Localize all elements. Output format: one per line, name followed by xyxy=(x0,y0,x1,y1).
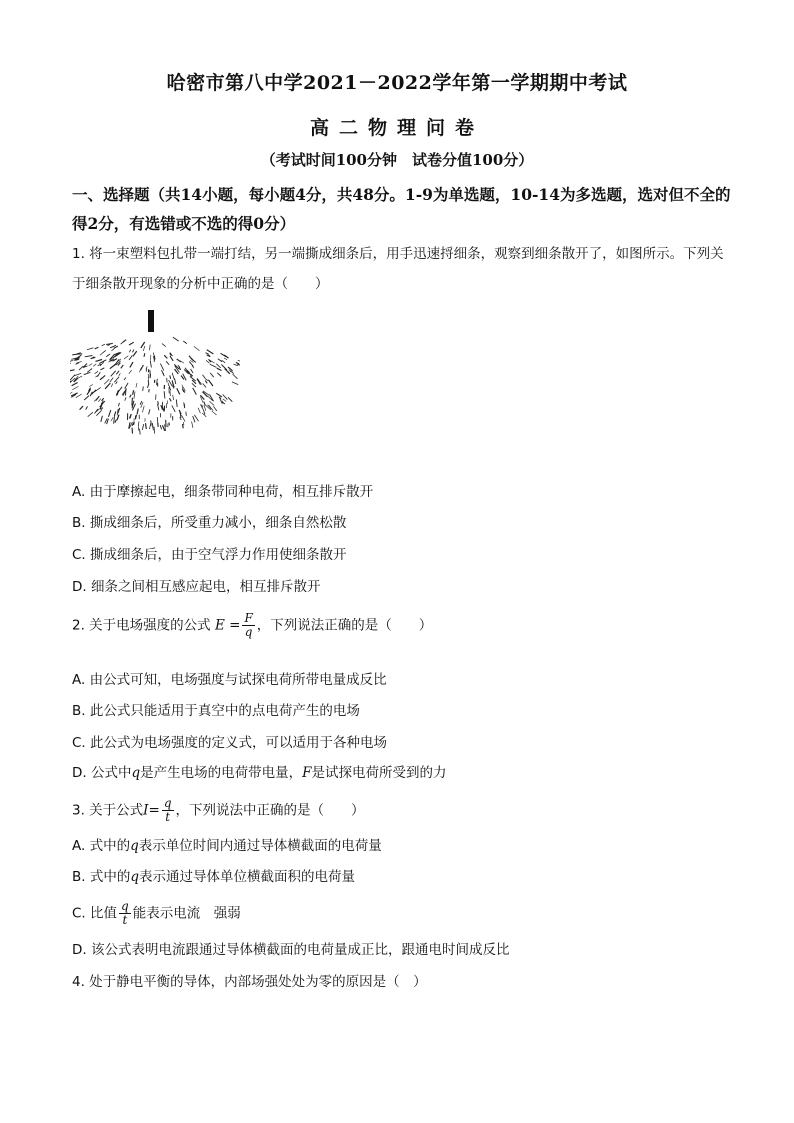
strip-line xyxy=(115,420,116,423)
strip-line xyxy=(191,358,196,362)
strip-line xyxy=(136,383,137,388)
option-c-fraction xyxy=(119,900,131,927)
strip-line xyxy=(130,395,131,398)
strip-line xyxy=(133,390,134,395)
strip-line xyxy=(88,412,93,417)
strip-line xyxy=(218,359,222,362)
strip-line xyxy=(170,356,173,361)
question-3-stem-after: ，下列说法中正确的是（ ） xyxy=(175,802,365,819)
strip-knot xyxy=(148,310,154,332)
strip-line xyxy=(194,346,200,350)
strip-line xyxy=(84,372,91,374)
formula-e-lhs: E = xyxy=(214,617,241,634)
strip-line xyxy=(129,370,132,374)
formula-i-fraction xyxy=(162,797,174,824)
strip-line xyxy=(102,344,105,345)
strip-line xyxy=(129,342,134,345)
strip-line xyxy=(148,380,149,385)
strip-line xyxy=(130,362,133,367)
strip-line xyxy=(110,378,114,383)
strip-line xyxy=(125,383,128,389)
question-3-stem xyxy=(72,797,732,824)
strip-line xyxy=(138,426,139,431)
strip-line xyxy=(80,406,84,410)
strip-line xyxy=(217,368,222,370)
strip-line xyxy=(209,401,214,405)
strip-line xyxy=(186,412,187,416)
strip-line xyxy=(192,383,196,387)
strip-line xyxy=(210,373,214,377)
strip-line xyxy=(124,356,128,359)
strip-line xyxy=(164,391,165,398)
strip-line xyxy=(102,398,104,401)
strip-line xyxy=(158,401,159,404)
option-a-text-1: A. 式中的 xyxy=(72,838,131,854)
strip-line xyxy=(143,386,144,391)
option-a-text-2: 表示单位时间内通过导体横截面的电荷量 xyxy=(138,838,382,854)
option-b-text-2: 表示通过导体单位横截面积的电荷量 xyxy=(139,869,356,885)
strip-line xyxy=(72,383,78,386)
strip-line xyxy=(164,355,167,358)
exam-subject: 高二物理问卷 xyxy=(309,117,484,139)
strip-line xyxy=(160,364,163,371)
exam-info: （考试时间100分钟 试卷分值100分） xyxy=(260,151,534,169)
strip-line xyxy=(137,409,138,415)
strip-line xyxy=(138,421,139,425)
strip-line xyxy=(114,377,119,383)
strip-line xyxy=(198,408,200,414)
option-c-denominator: t xyxy=(122,913,128,927)
strip-line xyxy=(111,371,116,377)
strip-line xyxy=(228,367,233,371)
question-2-option-d xyxy=(72,763,732,783)
strip-line xyxy=(70,360,73,362)
strip-line xyxy=(141,342,145,348)
strip-line xyxy=(204,410,205,415)
strip-line xyxy=(162,344,166,347)
option-c-text-1: C. 比值 xyxy=(72,905,118,922)
strip-line xyxy=(97,372,100,377)
strip-line xyxy=(183,424,184,428)
strip-line xyxy=(169,398,171,401)
strip-line xyxy=(142,424,143,430)
strip-line xyxy=(87,348,93,350)
strip-line xyxy=(129,350,131,353)
strip-line xyxy=(134,392,135,399)
strip-line xyxy=(224,358,227,360)
strip-line xyxy=(158,404,159,410)
strip-line xyxy=(146,366,147,369)
strip-line xyxy=(121,365,124,368)
strip-line xyxy=(148,384,149,388)
strip-line xyxy=(194,415,198,421)
strip-line xyxy=(183,341,187,344)
strip-line xyxy=(144,353,145,357)
strip-line xyxy=(162,370,164,375)
question-3-option-a xyxy=(72,836,732,856)
question-2-option-a: A. 由公式可知，电场强度与试探电荷所带电量成反比 xyxy=(72,672,387,688)
strip-line xyxy=(172,373,174,380)
option-b-text-1: B. 式中的 xyxy=(72,869,131,885)
strip-line xyxy=(109,410,111,417)
strip-line xyxy=(206,360,209,363)
strip-line xyxy=(100,368,104,370)
strip-line xyxy=(84,396,89,400)
strip-line xyxy=(70,363,71,366)
strip-line xyxy=(93,364,96,367)
strip-line xyxy=(133,351,137,356)
strip-line xyxy=(72,386,78,389)
strip-line xyxy=(132,398,133,406)
strip-line xyxy=(95,347,99,349)
strip-line xyxy=(217,373,221,377)
strip-line xyxy=(149,409,150,414)
section-heading: 一、选择题（共14小题，每小题4分，共48分。1-9为单选题，10-14为多选题，选对但不全的得2分，有选错或不选的得0分） xyxy=(72,185,731,233)
strip-line xyxy=(117,415,119,421)
strip-line xyxy=(125,388,126,395)
strip-line xyxy=(169,422,170,425)
strip-line xyxy=(206,353,210,355)
strip-line xyxy=(214,406,217,411)
strip-line xyxy=(96,359,103,361)
strip-line xyxy=(141,365,144,370)
strip-line xyxy=(116,382,118,385)
strip-line xyxy=(170,375,171,379)
strip-line xyxy=(146,423,147,429)
strip-line xyxy=(219,397,221,400)
strip-line xyxy=(143,346,145,351)
strip-line xyxy=(162,425,164,431)
strip-line xyxy=(101,416,103,422)
strip-line xyxy=(183,374,187,381)
strip-line xyxy=(70,392,72,394)
strip-line xyxy=(193,416,195,422)
strip-line xyxy=(157,417,158,423)
strip-line xyxy=(203,384,206,388)
strip-line xyxy=(124,378,126,381)
strip-line xyxy=(104,379,109,384)
strip-line xyxy=(173,395,174,400)
strip-line xyxy=(236,363,239,364)
question-2-option-c: C. 此公式为电场强度的定义式，可以适用于各种电场 xyxy=(72,735,388,751)
strip-line xyxy=(129,355,132,360)
strip-line xyxy=(175,378,176,384)
strip-line xyxy=(98,399,100,402)
option-d-text-2: 是产生电场的电荷带电量， xyxy=(140,765,303,781)
option-b-q-symbol: q xyxy=(130,869,140,885)
strip-line xyxy=(160,425,161,429)
strip-line xyxy=(230,371,233,373)
strip-line xyxy=(210,364,217,367)
strip-line xyxy=(154,356,155,362)
strip-line xyxy=(140,401,142,405)
question-3-option-b xyxy=(72,867,732,887)
strip-line xyxy=(85,356,93,357)
strip-line xyxy=(74,373,81,375)
strip-line xyxy=(177,359,181,362)
strip-line xyxy=(106,354,110,357)
strip-line xyxy=(116,371,119,375)
strip-line xyxy=(203,375,206,379)
strip-line xyxy=(232,382,238,385)
formula-i-numerator: q xyxy=(163,796,172,810)
option-d-text-1: D. 公式中 xyxy=(72,765,132,781)
strip-line xyxy=(182,385,184,392)
question-3-option-d: D. 该公式表明电流跟通过导体横截面的电荷量成正比，跟通电时间成反比 xyxy=(72,942,510,958)
strip-line xyxy=(204,402,206,405)
question-2-stem-before: 2. 关于电场强度的公式 xyxy=(72,617,211,634)
strip-line xyxy=(181,415,185,422)
question-1-option-d: D. 细条之间相互感应起电，相互排斥散开 xyxy=(72,579,321,595)
question-2-stem xyxy=(72,612,732,639)
strip-line xyxy=(233,374,238,379)
strip-line xyxy=(216,364,220,368)
strip-line xyxy=(70,370,75,371)
question-4-stem: 4. 处于静电平衡的导体，内部场强处处为零的原因是（ ） xyxy=(72,974,427,990)
strip-line xyxy=(79,366,83,370)
strip-line xyxy=(222,360,226,363)
strip-line xyxy=(223,399,227,402)
option-c-numerator: q xyxy=(121,899,129,913)
plastic-strips-figure xyxy=(70,308,240,438)
strip-line xyxy=(94,397,99,402)
strip-line xyxy=(133,350,134,353)
question-2-stem-after: ，下列说法正确的是（ ） xyxy=(256,617,433,634)
strip-line xyxy=(205,381,207,384)
strip-line xyxy=(173,337,179,341)
strip-line xyxy=(154,427,155,434)
strip-line xyxy=(149,389,150,392)
strip-line xyxy=(106,343,113,344)
strip-line xyxy=(193,388,197,395)
strip-line xyxy=(208,380,213,386)
formula-e-numerator: F xyxy=(244,611,253,625)
strip-line xyxy=(228,397,232,401)
strip-line xyxy=(216,393,222,397)
strip-line xyxy=(121,341,125,345)
strip-line xyxy=(176,399,177,407)
formula-e-denominator: q xyxy=(244,625,253,639)
strip-line xyxy=(118,403,119,406)
option-c-text-2: 能表示电流 强弱 xyxy=(132,905,241,922)
strip-line xyxy=(180,361,184,363)
strip-line xyxy=(70,375,75,380)
question-2-option-b: B. 此公式只能适用于真空中的点电荷产生的电场 xyxy=(72,703,360,719)
strip-line xyxy=(111,384,112,388)
strip-line xyxy=(76,394,82,398)
formula-i-lhs: I= xyxy=(143,802,160,819)
strip-line xyxy=(221,365,226,370)
strip-line xyxy=(111,417,113,421)
strip-line xyxy=(114,416,115,424)
formula-i-denominator: t xyxy=(165,810,171,824)
question-1-option-b: B. 撕成细条后，所受重力减小，细条自然松散 xyxy=(72,515,347,531)
strip-line xyxy=(238,360,240,362)
strip-line xyxy=(150,345,151,351)
strip-line xyxy=(89,385,93,387)
exam-title: 哈密市第八中学2021－2022学年第一学期期中考试 xyxy=(166,72,628,94)
strip-line xyxy=(132,428,133,434)
strip-line xyxy=(130,414,131,418)
formula-e-fraction xyxy=(242,612,254,639)
strip-line xyxy=(86,406,88,409)
strip-line xyxy=(105,383,110,389)
strip-line xyxy=(140,429,141,435)
strip-line xyxy=(89,364,93,366)
strip-line xyxy=(234,364,238,366)
strip-line xyxy=(132,423,133,426)
strip-line xyxy=(212,411,217,415)
question-3-option-c xyxy=(72,900,732,927)
strip-line xyxy=(150,361,151,368)
strip-line xyxy=(223,395,228,400)
strip-line xyxy=(77,361,82,363)
question-3-stem-before: 3. 关于公式 xyxy=(72,802,144,819)
strip-line xyxy=(114,411,116,416)
question-1-stem: 1. 将一束塑料包扎带一端打结，另一端撕成细条后，用手迅速捋细条，观察到细条散开了，如图所示。下列关于细条散开现象的分析中正确的是（ ） xyxy=(72,246,724,292)
strip-line xyxy=(166,361,169,364)
strip-line xyxy=(191,369,194,373)
strip-line xyxy=(177,388,180,394)
strip-line xyxy=(103,351,106,353)
option-a-q-symbol: q xyxy=(130,838,139,854)
strip-line xyxy=(210,395,214,402)
option-d-f-symbol: F xyxy=(302,765,312,781)
option-d-q-symbol: q xyxy=(131,765,141,781)
strip-line xyxy=(142,406,144,412)
strip-line xyxy=(192,422,193,428)
strip-line xyxy=(110,364,116,369)
strip-line xyxy=(125,397,126,400)
strip-line xyxy=(172,405,175,412)
strip-line xyxy=(95,409,98,414)
strip-line xyxy=(119,373,121,376)
strip-line xyxy=(95,371,99,373)
strip-line xyxy=(87,369,92,373)
question-1-option-a: A. 由于摩擦起电，细条带同种电荷，相互排斥散开 xyxy=(72,484,374,500)
question-1-option-c: C. 撕成细条后，由于空气浮力作用使细条散开 xyxy=(72,547,347,563)
option-d-text-3: 是试探电荷所受到的力 xyxy=(311,765,447,781)
